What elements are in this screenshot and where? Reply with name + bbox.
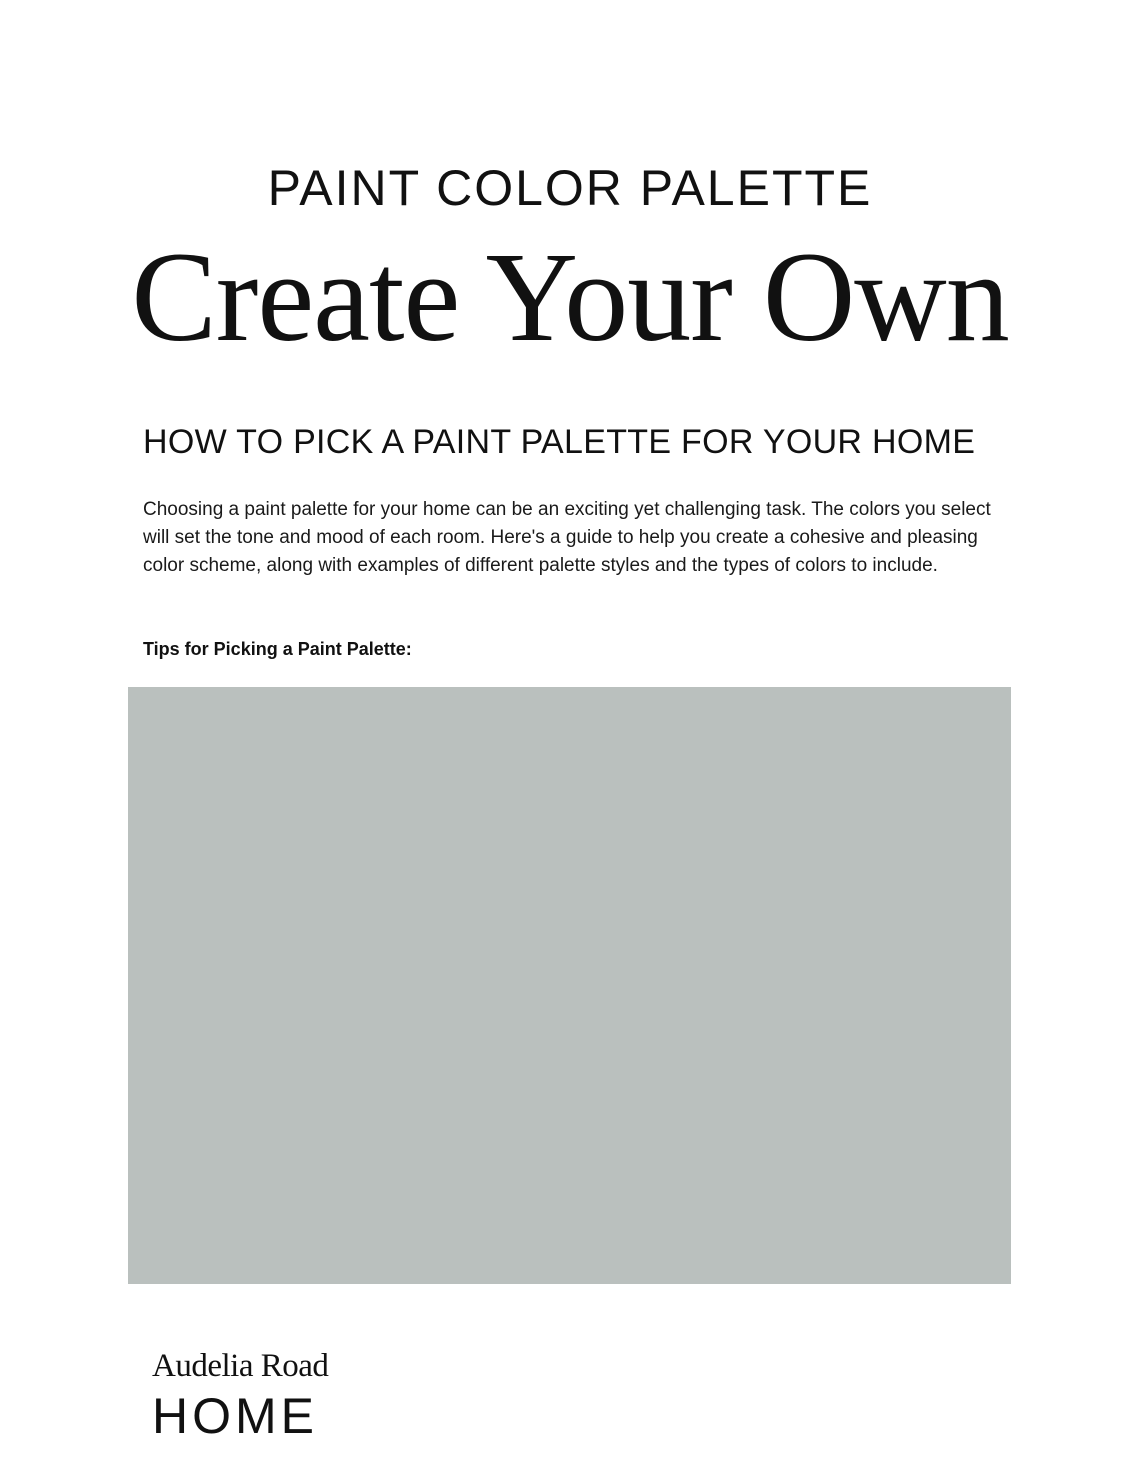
- page-title: Create Your Own: [131, 226, 1009, 368]
- intro-paragraph: Choosing a paint palette for your home can be an exciting yet challenging task. The colors you select will set the tone and mood of each room. Here's a guide to help you create a cohesive and pleasing color scheme, along with examples of different palette styles and the types of colors to include.: [143, 499, 991, 576]
- color-swatch: [128, 687, 1011, 1284]
- tips-heading: Tips for Picking a Paint Palette:: [143, 639, 412, 659]
- section-title: HOW TO PICK A PAINT PALETTE FOR YOUR HOME: [143, 423, 976, 461]
- brand-logo: [152, 1346, 352, 1444]
- page-eyebrow: PAINT COLOR PALETTE: [267, 160, 873, 216]
- brand-sub: HOME: [152, 1388, 318, 1444]
- brand-name: Audelia Road: [152, 1348, 329, 1384]
